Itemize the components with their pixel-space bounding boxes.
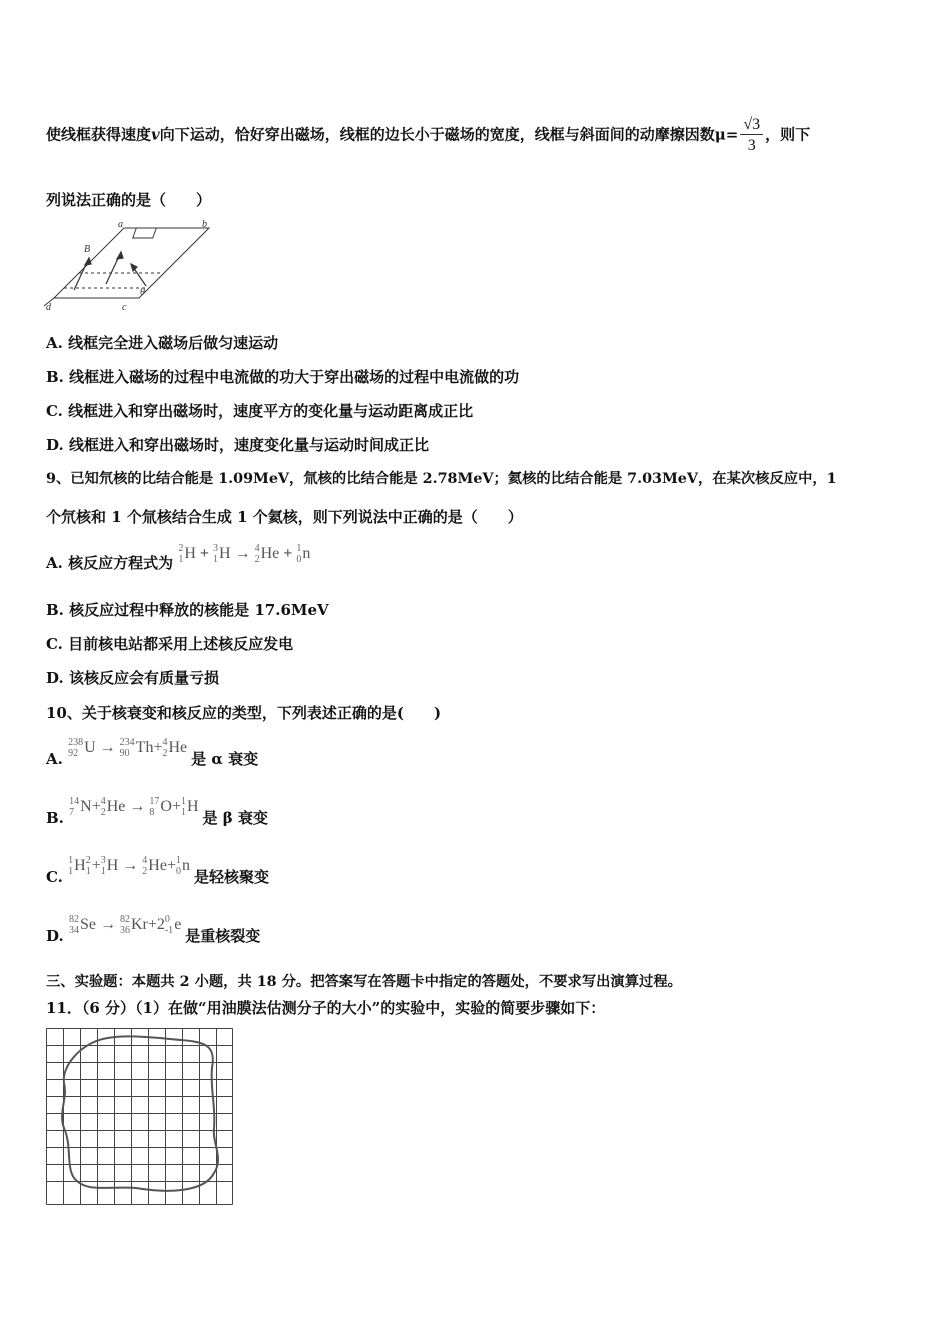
n-nuclide-numbers [69, 796, 79, 818]
mu-numerator: √3 [740, 116, 763, 135]
q8-option-b [46, 366, 519, 387]
mass-number: 0 [164, 914, 170, 926]
wire-frame [133, 228, 157, 238]
mass-number: 14 [69, 796, 80, 808]
element-symbol: He+ [148, 857, 176, 874]
element-symbol: He [260, 545, 280, 562]
q8-option-d [46, 434, 429, 455]
atomic-number: 1 [85, 866, 91, 878]
option-text: 线框进入磁场的过程中电流做的功大于穿出磁场的过程中电流做的功 [69, 368, 520, 386]
q9-stem-line1: 9、已知氘核的比结合能是 1.09MeV，氚核的比结合能是 2.78MeV；氦核的比结合能是 7.03MeV，在某次核反应中，1 [46, 471, 837, 487]
alpha-decay-equation [68, 737, 191, 760]
option-key: A. [46, 334, 63, 352]
option-key: C. [46, 868, 63, 886]
atomic-number: 1 [178, 554, 184, 566]
h1-second-numbers [86, 855, 91, 877]
mass-number: 4 [162, 737, 168, 749]
atomic-number: 7 [69, 807, 75, 819]
q9-option-d [46, 667, 219, 688]
label-c: c [122, 302, 127, 313]
element-symbol: n [181, 857, 190, 874]
option-key: D. [46, 436, 64, 454]
h2-nuclide-numbers [178, 543, 183, 565]
option-text: 线框进入和穿出磁场时，速度变化量与运动时间成正比 [68, 436, 429, 454]
option-key: C. [46, 402, 63, 420]
se-nuclide-numbers [69, 914, 79, 936]
atomic-number: -1 [164, 925, 174, 937]
q8-stem-part-c: ，则下 [765, 125, 811, 144]
n-nuclide-numbers [176, 855, 181, 877]
atomic-number: 1 [213, 554, 219, 566]
option-text: 是 α 衰变 [191, 750, 259, 768]
mass-number: 234 [119, 737, 135, 749]
element-symbol: H [74, 857, 86, 874]
option-key: D. [46, 669, 64, 687]
element-symbol: He [106, 798, 126, 815]
atomic-number: 90 [119, 748, 130, 760]
mass-number: 82 [119, 914, 130, 926]
q9-option-b [46, 599, 329, 620]
q8-stem-line2: 列说法正确的是（ ） [46, 191, 212, 209]
kr-nuclide-numbers [120, 914, 130, 936]
reaction-arrow: → [99, 916, 116, 933]
atomic-number: 2 [162, 748, 168, 760]
option-text: 该核反应会有质量亏损 [68, 669, 219, 687]
plus-sign: + [91, 857, 101, 874]
q8-stem-line1 [46, 116, 810, 155]
field-arrow-head-1 [85, 258, 91, 265]
q9-option-a [46, 542, 311, 572]
option-key: B. [46, 601, 64, 619]
element-symbol: Th+ [135, 739, 163, 756]
element-symbol: H [106, 857, 119, 874]
q8-option-a [46, 332, 278, 353]
element-symbol: Kr+2 [130, 916, 165, 933]
option-text: 线框完全进入磁场后做匀速运动 [68, 334, 279, 352]
he-nuclide-numbers [255, 543, 260, 565]
label-b: b [202, 219, 207, 230]
atomic-number: 36 [119, 925, 130, 937]
he-nuclide-numbers [162, 737, 167, 759]
element-symbol: n [302, 545, 311, 562]
velocity-symbol: v [151, 125, 160, 144]
n-nuclide-numbers [296, 543, 301, 565]
reaction-arrow: → [129, 798, 146, 815]
atomic-number: 1 [100, 866, 106, 878]
atomic-number: 92 [68, 748, 79, 760]
reaction-arrow: → [234, 545, 251, 562]
mass-number: 82 [68, 914, 79, 926]
atomic-number: 34 [68, 925, 79, 937]
option-key: C. [46, 635, 63, 653]
field-arrow-head-2 [117, 252, 123, 259]
atomic-number: 2 [142, 866, 148, 878]
field-arrow-head-3 [131, 264, 137, 271]
mass-number: 3 [100, 855, 106, 867]
fusion-equation [68, 855, 194, 878]
mu-denominator: 3 [747, 137, 756, 154]
h3-nuclide-numbers [101, 855, 106, 877]
atomic-number: 8 [149, 807, 155, 819]
q8-stem-part-b: 向下运动，恰好穿出磁场，线框的边长小于磁场的宽度，线框与斜面间的动摩擦因数 [159, 125, 715, 144]
atomic-number: 2 [100, 807, 106, 819]
mass-number: 2 [85, 855, 91, 867]
o-nuclide-numbers [149, 796, 159, 818]
element-symbol: O+ [160, 798, 181, 815]
mass-number: 1 [175, 855, 181, 867]
q10-stem: 10、关于核衰变和核反应的类型，下列表述正确的是( ) [46, 704, 442, 722]
u-nuclide-numbers [68, 737, 83, 759]
option-text: 核反应过程中释放的核能是 17.6MeV [69, 601, 329, 619]
reaction-arrow: → [99, 739, 116, 756]
mass-number: 17 [149, 796, 160, 808]
mu-fraction [740, 116, 763, 155]
mass-number: 1 [180, 796, 186, 808]
transmutation-equation [69, 796, 202, 819]
h3-nuclide-numbers [213, 543, 218, 565]
q9-option-c [46, 633, 293, 654]
q10-option-b [46, 795, 268, 827]
option-key: B. [46, 368, 64, 386]
fusion-equation [178, 543, 311, 566]
label-d: d [46, 302, 51, 313]
plus-sign: + [283, 545, 293, 562]
q10-option-c [46, 854, 269, 886]
option-text: 线框进入和穿出磁场时，速度平方的变化量与运动距离成正比 [68, 402, 474, 420]
option-key: A. [46, 750, 63, 768]
element-symbol: H [186, 798, 199, 815]
option-text: 是 β 衰变 [202, 809, 268, 827]
mass-number: 3 [213, 543, 219, 555]
label-theta: θ [140, 287, 145, 298]
atomic-number: 1 [180, 807, 186, 819]
reaction-arrow: → [122, 857, 139, 874]
atomic-number: 2 [254, 554, 260, 566]
element-symbol: e [174, 916, 182, 933]
mass-number: 4 [142, 855, 148, 867]
option-key: B. [46, 809, 64, 827]
incline-figure [44, 218, 214, 314]
option-text: 目前核电站都采用上述核反应发电 [68, 635, 294, 653]
atomic-number: 1 [68, 866, 74, 878]
option-text: 是轻核聚变 [193, 868, 269, 886]
plus-sign: + [199, 545, 210, 562]
beta-decay-equation [68, 914, 185, 937]
th-nuclide-numbers [120, 737, 135, 759]
q11-stem: 11．（6 分）（1）在做“用油膜法估测分子的大小”的实验中，实验的简要步骤如下： [46, 999, 606, 1017]
mass-number: 238 [68, 737, 84, 749]
mass-number: 2 [178, 543, 184, 555]
element-symbol: U [84, 739, 96, 756]
element-symbol: He [168, 739, 188, 756]
q8-option-c [46, 400, 473, 421]
mass-number: 1 [296, 543, 302, 555]
label-a: a [118, 219, 123, 230]
oil-film-grid-figure [46, 1028, 234, 1208]
atomic-number: 0 [175, 866, 181, 878]
q10-option-d [46, 913, 261, 945]
atomic-number: 0 [296, 554, 302, 566]
he-nuclide-numbers [142, 855, 147, 877]
electron-numbers [165, 914, 173, 936]
mass-number: 4 [100, 796, 106, 808]
mass-number: 4 [254, 543, 260, 555]
mass-number: 1 [68, 855, 74, 867]
element-symbol: Se [79, 916, 96, 933]
option-text: 是重核裂变 [185, 927, 261, 945]
label-B: B [84, 244, 91, 255]
mu-prefix: μ= [714, 125, 739, 144]
he-nuclide-numbers [101, 796, 106, 818]
option-key: D. [46, 927, 64, 945]
section3-heading: 三、实验题：本题共 2 小题，共 18 分。把答案写在答题卡中指定的答题处，不要求写出演算过程。 [46, 974, 682, 990]
element-symbol: N+ [80, 798, 101, 815]
element-symbol: H [219, 545, 231, 562]
q10-option-a [46, 736, 259, 768]
h1-nuclide-numbers [68, 855, 73, 877]
q9-stem-line2: 个氘核和 1 个氚核结合生成 1 个氦核，则下列说法中正确的是（ ） [46, 508, 523, 526]
option-key: A. [46, 554, 63, 572]
option-text: 核反应方程式为 [68, 554, 174, 572]
h-nuclide-numbers [181, 796, 186, 818]
q8-stem-part-a: 使线框获得速度 [46, 125, 152, 144]
element-symbol: H [184, 545, 196, 562]
